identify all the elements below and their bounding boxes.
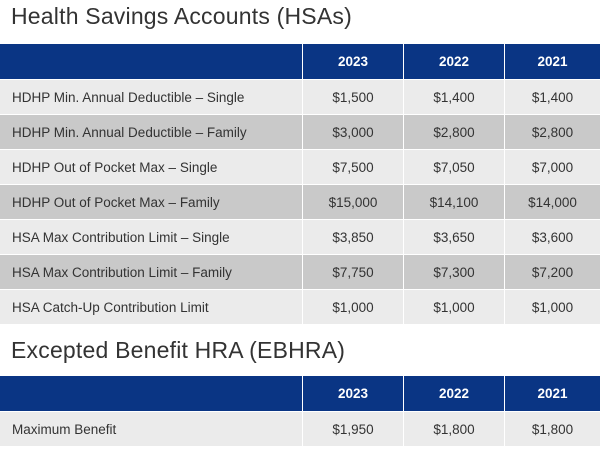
ebhra-row-value: $1,800 (505, 412, 600, 447)
hsa-header-year: 2022 (404, 44, 505, 80)
hsa-row-value: $3,600 (505, 220, 600, 255)
hsa-row-value: $1,000 (303, 290, 404, 325)
hsa-header-year: 2021 (505, 44, 600, 80)
hsa-row-value: $7,750 (303, 255, 404, 290)
hsa-row-value: $2,800 (404, 115, 505, 150)
hsa-row-label: HDHP Min. Annual Deductible – Single (0, 80, 303, 115)
hsa-row-value: $1,400 (404, 80, 505, 115)
hsa-row-label: HSA Catch-Up Contribution Limit (0, 290, 303, 325)
ebhra-header-label-cell (0, 376, 303, 412)
hsa-row-value: $1,000 (505, 290, 600, 325)
hsa-row-value: $1,000 (404, 290, 505, 325)
hsa-row-value: $1,500 (303, 80, 404, 115)
ebhra-section-title: Excepted Benefit HRA (EBHRA) (11, 337, 346, 363)
ebhra-header-year: 2023 (303, 376, 404, 412)
hsa-row-value: $3,850 (303, 220, 404, 255)
hsa-row-label: HSA Max Contribution Limit – Single (0, 220, 303, 255)
hsa-row-label: HDHP Out of Pocket Max – Family (0, 185, 303, 220)
hsa-row-value: $7,050 (404, 150, 505, 185)
ebhra-row-label: Maximum Benefit (0, 412, 303, 447)
hsa-row-label: HSA Max Contribution Limit – Family (0, 255, 303, 290)
ebhra-table (0, 376, 600, 447)
hsa-row-label: HDHP Out of Pocket Max – Single (0, 150, 303, 185)
ebhra-row-value: $1,950 (303, 412, 404, 447)
hsa-row-value: $2,800 (505, 115, 600, 150)
hsa-row-value: $14,100 (404, 185, 505, 220)
hsa-row-value: $15,000 (303, 185, 404, 220)
ebhra-row-value: $1,800 (404, 412, 505, 447)
hsa-row-label: HDHP Min. Annual Deductible – Family (0, 115, 303, 150)
hsa-row-value: $3,000 (303, 115, 404, 150)
hsa-section-title: Health Savings Accounts (HSAs) (11, 3, 352, 29)
ebhra-header-year: 2022 (404, 376, 505, 412)
hsa-row-value: $7,300 (404, 255, 505, 290)
hsa-row-value: $7,500 (303, 150, 404, 185)
hsa-row-value: $1,400 (505, 80, 600, 115)
hsa-row-value: $3,650 (404, 220, 505, 255)
hsa-header-year: 2023 (303, 44, 404, 80)
hsa-table (0, 44, 600, 325)
hsa-row-value: $7,000 (505, 150, 600, 185)
hsa-row-value: $7,200 (505, 255, 600, 290)
hsa-header-label-cell (0, 44, 303, 80)
ebhra-header-year: 2021 (505, 376, 600, 412)
hsa-row-value: $14,000 (505, 185, 600, 220)
